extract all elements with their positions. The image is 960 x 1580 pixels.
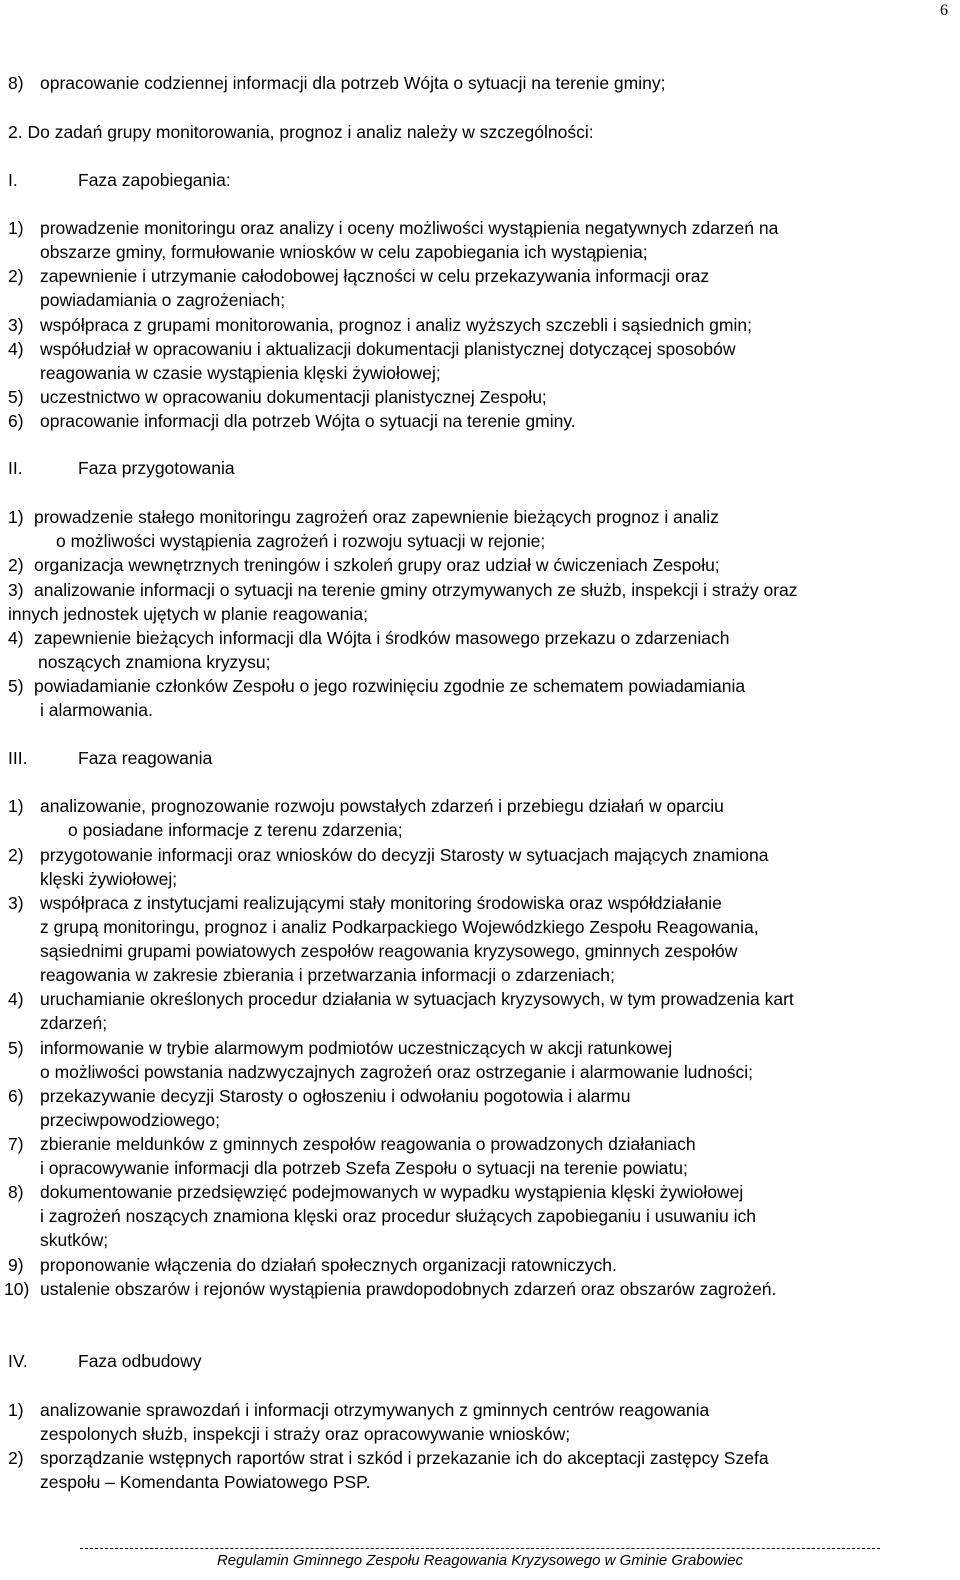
- item-number: 3): [8, 893, 24, 913]
- item-text: zespolonych służb, inspekcji i straży oraz opracowywanie wniosków;: [40, 1424, 571, 1444]
- item-text: przeciwpowodziowego;: [40, 1110, 220, 1130]
- item-number: 2): [8, 1448, 24, 1468]
- item-text: współudział w opracowaniu i aktualizacji dokumentacji planistycznej dotyczącej sposobów: [40, 339, 736, 359]
- item-number: 4): [8, 989, 24, 1009]
- item-text: przekazywanie decyzji Starosty o ogłoszeniu i odwołaniu pogotowia i alarmu: [40, 1086, 631, 1106]
- item-text: opracowanie informacji dla potrzeb Wójta o sytuacji na terenie gminy.: [40, 411, 576, 431]
- item-text: zapewnienie bieżących informacji dla Wójta i środków masowego przekazu o zdarzeniach: [34, 628, 730, 648]
- item-text: zbieranie meldunków z gminnych zespołów reagowania o prowadzonych działaniach: [40, 1134, 696, 1154]
- item-number: 1): [8, 218, 24, 238]
- phase-2-number: II.: [8, 458, 23, 478]
- item-number: 2): [8, 555, 24, 575]
- item-text: organizacja wewnętrznych treningów i szkoleń grupy oraz udział w ćwiczeniach Zespołu;: [34, 555, 720, 575]
- item-text: klęski żywiołowej;: [40, 869, 178, 889]
- item-text: reagowania w zakresie zbierania i przetwarzania informacji o zdarzeniach;: [40, 965, 615, 985]
- item-text: analizowanie sprawozdań i informacji otrzymywanych z gminnych centrów reagowania: [40, 1400, 710, 1420]
- phase-1-title: Faza zapobiegania:: [78, 170, 231, 190]
- page-number: 6: [940, 2, 948, 19]
- item-text: i alarmowania.: [40, 700, 153, 720]
- phase-4-title: Faza odbudowy: [78, 1351, 202, 1371]
- item-number: 8): [8, 1182, 24, 1202]
- item-text: analizowanie informacji o sytuacji na terenie gminy otrzymywanych ze służb, inspekcji i straży oraz: [34, 580, 798, 600]
- item-number: 1): [8, 507, 24, 527]
- item-text: o posiadane informacje z terenu zdarzenia;: [68, 820, 403, 840]
- phase-2-title: Faza przygotowania: [78, 458, 235, 478]
- item-number: 5): [8, 1038, 24, 1058]
- item-text: o możliwości powstania nadzwyczajnych zagrożeń oraz ostrzeganie i alarmowanie ludności;: [40, 1062, 753, 1082]
- item-text: powiadamianie członków Zespołu o jego rozwinięciu zgodnie ze schematem powiadamiania: [34, 676, 746, 696]
- item-text: przygotowanie informacji oraz wniosków do decyzji Starosty w sytuacjach mających znamiona: [40, 845, 769, 865]
- item-text: uczestnictwo w opracowaniu dokumentacji planistycznej Zespołu;: [40, 387, 547, 407]
- item-number: 9): [8, 1255, 24, 1275]
- item-number: 8): [8, 73, 24, 93]
- item-text: proponowanie włączenia do działań społecznych organizacji ratowniczych.: [40, 1255, 617, 1275]
- item-text: informowanie w trybie alarmowym podmiotów uczestniczących w akcji ratunkowej: [40, 1038, 673, 1058]
- item-number: 3): [8, 580, 24, 600]
- page-footer: Regulamin Gminnego Zespołu Reagowania Kryzysowego w Gminie Grabowiec: [216, 1552, 744, 1569]
- item-text: współpraca z instytucjami realizującymi stały monitoring środowiska oraz współdziałanie: [40, 893, 722, 913]
- item-text: prowadzenie monitoringu oraz analizy i oceny możliwości wystąpienia negatywnych zdarzeń na: [40, 218, 779, 238]
- item-text: skutków;: [40, 1230, 109, 1250]
- item-text: współpraca z grupami monitorowania, prognoz i analiz wyższych szczebli i sąsiednich gmin;: [40, 315, 752, 335]
- item-text: obszarze gminy, formułowanie wniosków w celu zapobiegania ich wystąpienia;: [40, 242, 648, 262]
- item-text: uruchamianie określonych procedur działania w sytuacjach kryzysowych, w tym prowadzenia kart: [40, 989, 794, 1009]
- item-text: ustalenie obszarów i rejonów wystąpienia prawdopodobnych zdarzeń oraz obszarów zagrożeń.: [40, 1279, 777, 1299]
- item-text: analizowanie, prognozowanie rozwoju powstałych zdarzeń i przebiegu działań w oparciu: [40, 796, 724, 816]
- item-text: i opracowywanie informacji dla potrzeb Szefa Zespołu o sytuacji na terenie powiatu;: [40, 1158, 688, 1178]
- item-number: 2): [8, 266, 24, 286]
- item-text: zapewnienie i utrzymanie całodobowej łączności w celu przekazywania informacji oraz: [40, 266, 710, 286]
- item-text: sąsiednimi grupami powiatowych zespołów reagowania kryzysowego, gminnych zespołów: [40, 941, 738, 961]
- item-number: 3): [8, 315, 24, 335]
- item-number: 6): [8, 1086, 24, 1106]
- footer-divider: [80, 1548, 880, 1549]
- item-number: 5): [8, 676, 24, 696]
- item-text: zdarzeń;: [40, 1013, 108, 1033]
- item-number: 5): [8, 387, 24, 407]
- item-number: 2): [8, 845, 24, 865]
- item-text: prowadzenie stałego monitoringu zagrożeń oraz zapewnienie bieżących prognoz i analiz: [34, 507, 719, 527]
- item-text: innych jednostek ujętych w planie reagowania;: [8, 604, 368, 624]
- item-text: i zagrożeń noszących znamiona klęski oraz procedur służących zapobieganiu i usuwaniu ich: [40, 1206, 756, 1226]
- item-text: z grupą monitoringu, prognoz i analiz Podkarpackiego Wojewódzkiego Zespołu Reagowania,: [40, 917, 759, 937]
- item-number: 6): [8, 411, 24, 431]
- item-text: o możliwości wystąpienia zagrożeń i rozwoju sytuacji w rejonie;: [56, 531, 546, 551]
- item-text: noszących znamiona kryzysu;: [38, 652, 271, 672]
- phase-3-title: Faza reagowania: [78, 748, 213, 768]
- item-number: 4): [8, 339, 24, 359]
- item-number: 4): [8, 628, 24, 648]
- item-text: reagowania w czasie wystąpienia klęski żywiołowej;: [40, 363, 441, 383]
- item-text: dokumentowanie przedsięwzięć podejmowanych w wypadku wystąpienia klęski żywiołowej: [40, 1182, 744, 1202]
- item-number: 7): [8, 1134, 24, 1154]
- item-number: 10): [4, 1279, 30, 1299]
- item-text: powiadamiania o zagrożeniach;: [40, 290, 286, 310]
- item-text: sporządzanie wstępnych raportów strat i szkód i przekazanie ich do akceptacji zastępcy Szefa: [40, 1448, 769, 1468]
- phase-4-number: IV.: [8, 1351, 28, 1371]
- item-text: opracowanie codziennej informacji dla potrzeb Wójta o sytuacji na terenie gminy;: [40, 73, 666, 93]
- section-point-2: 2. Do zadań grupy monitorowania, prognoz i analiz należy w szczególności:: [8, 122, 594, 142]
- item-number: 1): [8, 1400, 24, 1420]
- phase-3-number: III.: [8, 748, 28, 768]
- phase-1-number: I.: [8, 170, 18, 190]
- item-number: 1): [8, 796, 24, 816]
- item-text: zespołu – Komendanta Powiatowego PSP.: [40, 1472, 371, 1492]
